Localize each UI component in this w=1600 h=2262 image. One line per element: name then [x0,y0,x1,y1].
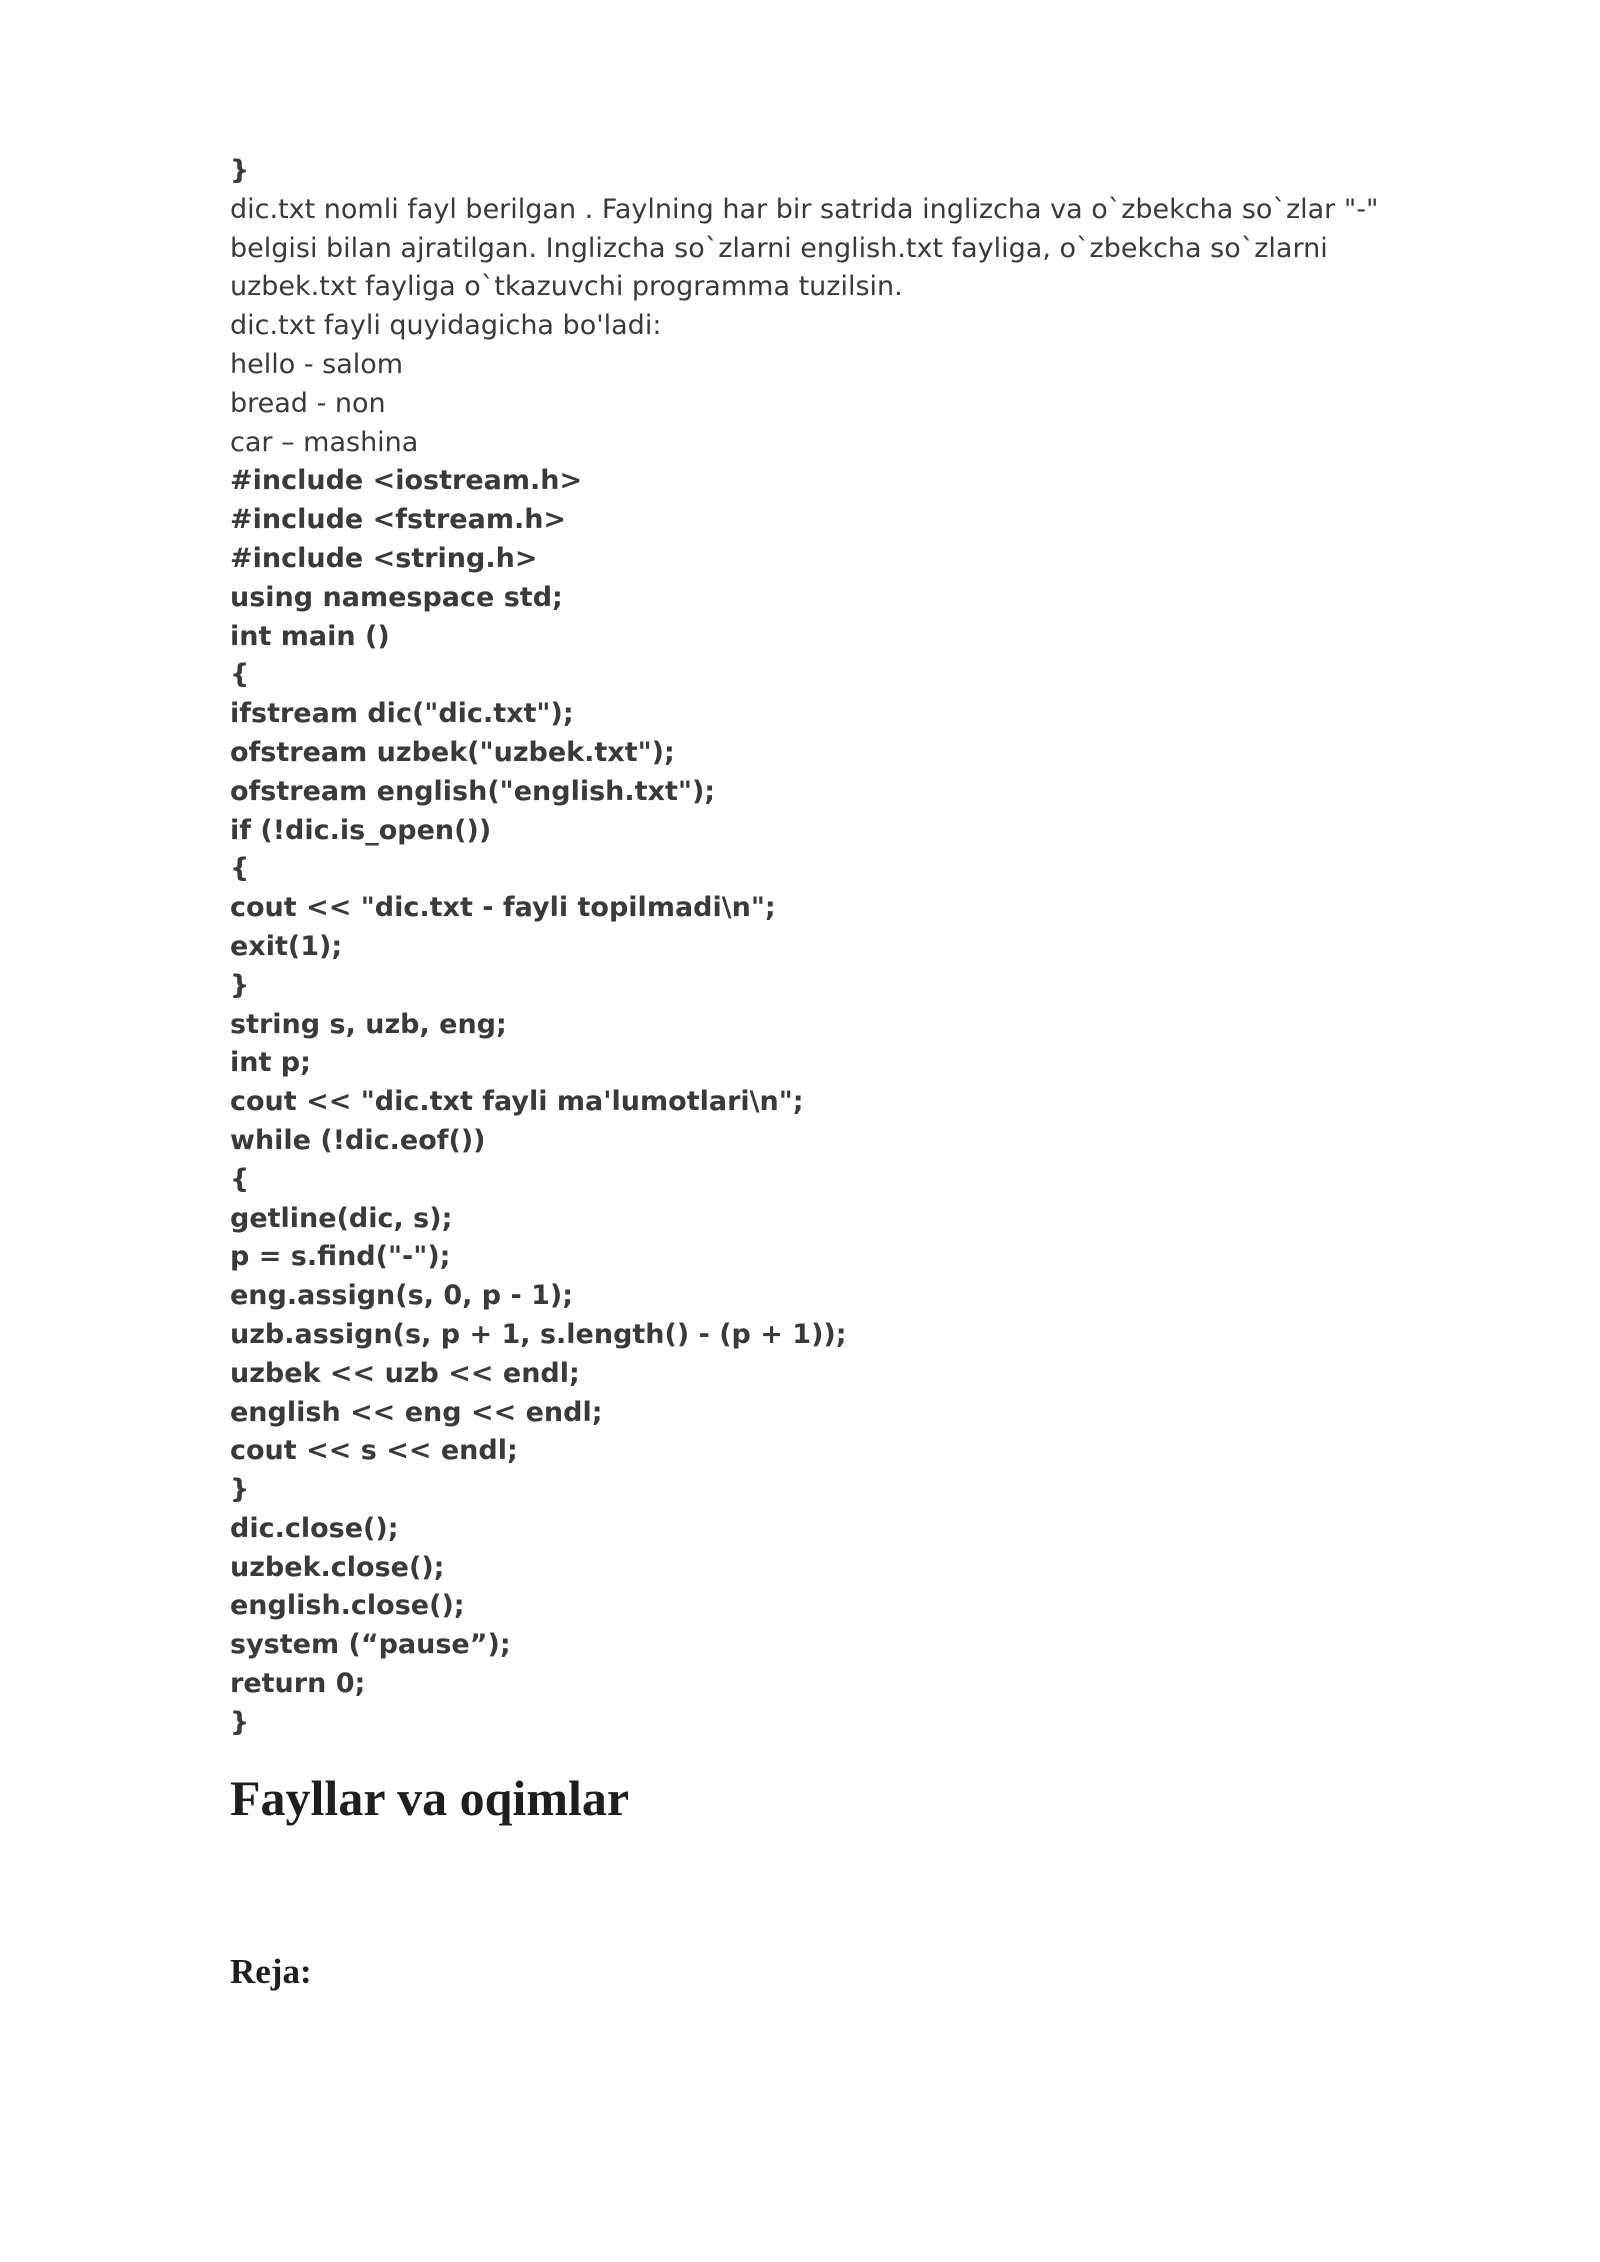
example-line: hello - salom [230,348,404,380]
code-line: cout << "dic.txt fayli ma'lumotlari\n"; [230,1086,804,1118]
code-line: ofstream uzbek("uzbek.txt"); [230,736,675,768]
code-line: { [230,1163,250,1195]
code-line: int p; [230,1047,311,1079]
code-line: int main () [230,620,390,652]
code-line: #include <string.h> [230,542,538,574]
code-line: system (“pause”); [230,1629,511,1661]
code-line: #include <iostream.h> [230,465,583,497]
example-line: bread - non [230,387,386,419]
code-line: english << eng << endl; [230,1396,603,1428]
task-description: dic.txt nomli fayl berilgan . Faylning har bir satrida inglizcha va o`zbekcha so`zlar "-" belgisi bilan ajratilgan. Inglizcha so`zlarni english.txt fayliga, o`zbekcha so`zlarni uzbek.txt fayliga o`tkazuvchi programma tuzilsin. [230,193,1379,303]
code-line: eng.assign(s, 0, p - 1); [230,1280,574,1312]
code-line: return 0; [230,1668,366,1700]
code-line: { [230,659,250,691]
code-line: exit(1); [230,930,343,962]
code-line: if (!dic.is_open()) [230,814,492,846]
section-title: Fayllar va oqimlar [230,1770,630,1826]
document-body [230,152,1450,1743]
code-line: while (!dic.eof()) [230,1124,486,1156]
code-line: } [230,969,250,1001]
example-list [230,346,1450,462]
code-listing [230,462,1450,1742]
code-line: ofstream english("english.txt"); [230,775,716,807]
code-line: ifstream dic("dic.txt"); [230,698,574,730]
plan-heading: Reja: [230,1952,312,1991]
code-line: getline(dic, s); [230,1202,453,1234]
code-line: using namespace std; [230,581,563,613]
example-line: car – mashina [230,426,419,458]
example-intro: dic.txt fayli quyidagicha bo'ladi: [230,310,662,342]
code-line: } [230,1706,250,1738]
code-line: english.close(); [230,1590,465,1622]
code-line: } [230,1474,250,1506]
code-line: p = s.find("-"); [230,1241,451,1273]
code-line: string s, uzb, eng; [230,1008,507,1040]
code-line: cout << s << endl; [230,1435,518,1467]
code-line: { [230,853,250,885]
code-line: dic.close(); [230,1512,399,1544]
code-line: uzbek << uzb << endl; [230,1357,580,1389]
code-line: cout << "dic.txt - fayli topilmadi\n"; [230,892,776,924]
code-line: #include <fstream.h> [230,504,567,536]
code-line: uzbek.close(); [230,1551,445,1583]
closing-brace: } [230,155,250,186]
code-line: uzb.assign(s, p + 1, s.length() - (p + 1)); [230,1318,847,1350]
